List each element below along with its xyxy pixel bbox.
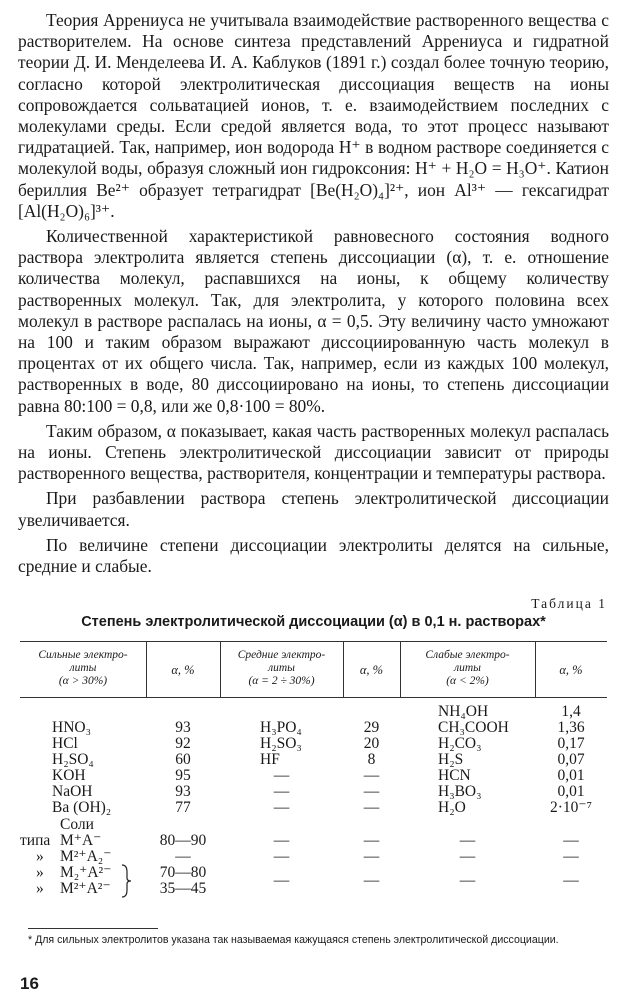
strong-alpha: 77 [175, 799, 191, 816]
salt-alpha: 80—90 [159, 832, 207, 849]
ditto-mark: » [36, 848, 44, 865]
salt-alpha: 70—80 [159, 864, 207, 881]
dash: — [363, 872, 380, 889]
weak-name: CH₃COOH [438, 719, 509, 736]
salt-name: M⁺A⁻ [60, 832, 102, 849]
paragraph-3: Таким образом, α показывает, какая часть растворенных молекул распалась на ионы. Степень электролитической диссоциации зависит от природы растворенного вещества, растворителя, концентрации и температуры раствора. [18, 420, 609, 484]
dash: — [459, 832, 476, 849]
strong-alpha: 92 [175, 735, 191, 752]
header-medium-line3: (α = 2 ÷ 30%) [248, 675, 315, 687]
ditto-mark: » [36, 864, 44, 881]
header-alpha-weak: α, % [559, 663, 583, 677]
weak-name: HCN [438, 767, 471, 784]
strong-alpha: 95 [175, 767, 191, 784]
dash: — [363, 832, 380, 849]
dash: — [363, 767, 380, 784]
salt-name: M₂⁺A²⁻ [60, 864, 112, 881]
weak-name: H₂O [438, 799, 466, 816]
footnote: * Для сильных электролитов указана так называемая кажущаяся степень электролитической диссоциации. [28, 934, 559, 946]
dash: — [175, 848, 191, 865]
weak-name: H₂S [438, 751, 464, 768]
dash: — [273, 783, 290, 800]
header-weak-line2: литы [454, 662, 481, 674]
header-weak [400, 649, 535, 688]
medium-name: H₂SO₃ [260, 735, 302, 752]
paragraph-1: Теория Аррениуса не учитывала взаимодействие растворенного вещества с растворителем. На основе синтеза представлений Аррениуса и гидратной теории Д. И. Менделеева И. А. Каблуков (1891 г.) создал более точную теорию, согласно которой электролитическая диссоциация веществ на ионы сопровождается сольватацией ионов, т. е. взаимодействием последних с молекулами среды. Если средой является вода, то этот процесс называют гидратацией. Так, например, ион водорода Н⁺ в водном растворе соединяется с молекулой воды, образуя сложный ион гидроксония: Н⁺ + Н₂О = Н₃О⁺. Катион бериллия Ве²⁺ образует тетрагидрат [Ве(Н₂О)₄]²⁺, ион Al³⁺ — гексагидрат [Al(Н₂О)₆]³⁺. [18, 10, 609, 221]
header-strong-line2: литы [69, 662, 97, 674]
header-weak-line1: Слабые электро- [425, 649, 510, 661]
header-alpha-medium: α, % [359, 663, 384, 677]
strong-alpha: 93 [175, 719, 191, 736]
body-text [18, 10, 609, 581]
dash: — [273, 848, 290, 865]
salt-name: M²⁺A²⁻ [60, 880, 111, 897]
header-strong-line3: (α > 30%) [58, 675, 108, 687]
dash: — [563, 872, 579, 889]
salts-type-prefix: типа [20, 832, 51, 849]
header-medium [220, 649, 343, 688]
table-header-rule [20, 697, 607, 698]
weak-alpha: 0,01 [557, 767, 585, 784]
salts-label: Соли [60, 816, 94, 833]
page-number: 16 [20, 974, 39, 993]
dash: — [459, 872, 476, 889]
header-strong-line1: Сильные электро- [38, 649, 128, 661]
strong-name: H₂SO₄ [52, 751, 94, 768]
dash: — [459, 848, 476, 865]
paragraph-5: По величине степени диссоциации электролиты делятся на сильные, средние и слабые. [18, 534, 609, 577]
dash: — [363, 848, 380, 865]
weak-alpha: 0,17 [557, 735, 585, 752]
header-weak-line3: (α < 2%) [446, 675, 489, 687]
dash: — [273, 799, 290, 816]
medium-alpha: 8 [367, 751, 376, 768]
dash: — [273, 767, 290, 784]
medium-alpha: 20 [363, 735, 380, 752]
strong-alpha: 60 [175, 751, 191, 768]
strong-name: KOH [52, 767, 86, 784]
medium-name: HF [260, 751, 280, 768]
weak-alpha: 2·10⁻⁷ [550, 799, 592, 816]
weak-alpha: 0,01 [557, 783, 585, 800]
header-medium-line2: литы [268, 662, 295, 674]
medium-name: H₃PO₄ [260, 719, 302, 736]
header-medium-line1: Средние электро- [237, 649, 326, 661]
table-top-rule [20, 641, 607, 642]
paragraph-2: Количественной характеристикой равновесного состояния водного раствора электролита является степень диссоциации (α), т. е. отношение количества молекул, распавшихся на ионы, к общему количеству растворенных молекул. Так, для электролита, у которого половина всех молекул в растворе распалась на ионы, α = 0,5. Эту величину часто умножают на 100 и таким образом выражают диссоциированную часть молекул в процентах от их общего числа. Так, например, если из каждых 100 молекул, растворенных в воде, 80 диссоциировано на ионы, то степень диссоциации равна 80:100 = 0,8, или же 0,8·100 = 80%. [18, 226, 609, 416]
dash: — [363, 783, 380, 800]
paragraph-4: При разбавлении раствора степень электролитической диссоциации увеличивается. [18, 488, 609, 530]
dash: — [363, 799, 380, 816]
ditto-mark: » [36, 880, 44, 897]
dash: — [273, 872, 290, 889]
strong-alpha: 93 [175, 783, 191, 800]
salt-name: M²⁺A₂⁻ [60, 848, 112, 865]
weak-name: NH₄OH [438, 703, 489, 720]
strong-name: HNO₃ [52, 719, 91, 736]
table-label: Таблица 1 [531, 596, 607, 611]
strong-name: Ba (OH)₂ [52, 799, 112, 816]
weak-alpha: 1,36 [557, 719, 585, 736]
brace-icon [120, 864, 132, 898]
dash: — [563, 832, 579, 849]
medium-alpha: 29 [363, 719, 380, 736]
strong-name: HCl [52, 735, 78, 752]
salt-alpha: 35—45 [159, 880, 207, 897]
strong-name: NaOH [52, 783, 93, 800]
weak-alpha: 1,4 [561, 703, 581, 720]
dash: — [273, 832, 290, 849]
weak-alpha: 0,07 [557, 751, 585, 768]
weak-name: H₃BO₃ [438, 783, 482, 800]
weak-name: H₂CO₃ [438, 735, 482, 752]
header-alpha-strong: α, % [171, 663, 195, 677]
table-title: Степень электролитической диссоциации (α) в 0,1 н. растворах* [81, 614, 546, 630]
header-strong [20, 649, 146, 688]
footnote-rule [28, 928, 158, 929]
dash: — [563, 848, 579, 865]
